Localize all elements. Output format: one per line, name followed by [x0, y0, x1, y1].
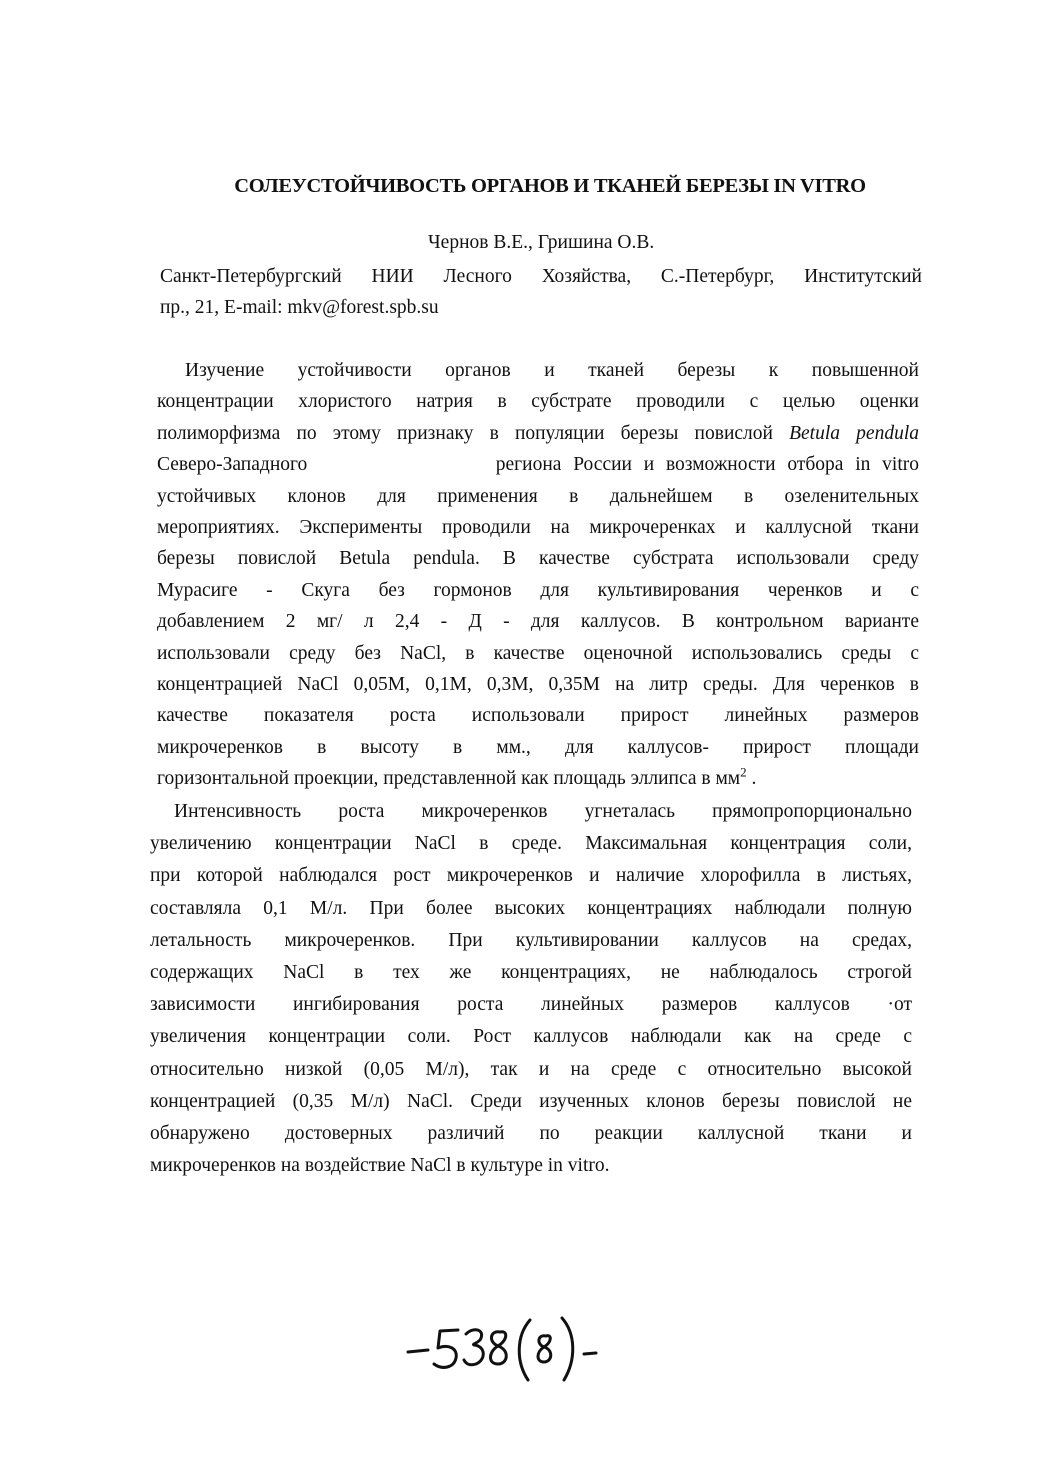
text-line: концентрацией (0,35 М/л) NaCl. Среди изученных клонов березы повислой не: [150, 1090, 912, 1112]
handwritten-page-number-drawing: [400, 1300, 620, 1390]
text-line: микрочеренков в высоту в мм., для каллусов- прирост площади: [157, 736, 919, 758]
text-fragment: .: [746, 768, 757, 790]
text-line: мероприятиях. Эксперименты проводили на микрочеренках и каллусной ткани: [157, 517, 919, 539]
text-line: использовали среду без NaCl, в качестве оценочной использовались среды с: [157, 642, 919, 664]
text-line: Мурасиге - Скуга без гормонов для культивирования черенков и с: [157, 579, 919, 601]
superscript: 2: [740, 764, 747, 780]
text-line: увеличению концентрации NaCl в среде. Максимальная концентрация соли,: [150, 833, 912, 855]
text-line: концентрацией NaCl 0,05M, 0,1M, 0,3M, 0,35M на литр среды. Для черенков в: [157, 674, 919, 696]
affiliation-line: Санкт-Петербургский НИИ Лесного Хозяйства, С.-Петербург, Институтский: [160, 266, 922, 287]
text-line: Интенсивность роста микрочеренков угнеталась прямопропорционально: [174, 801, 912, 822]
text-line: летальность микрочеренков. При культивировании каллусов на средах,: [150, 929, 912, 951]
text-line: содержащих NaCl в тех же концентрациях, не наблюдалось строгой: [150, 962, 912, 984]
text-line: относительно низкой (0,05 М/л), так и на среде с относительно высокой: [150, 1058, 912, 1080]
text-line: Северо-Западного региона России и возможности отбора in vitro: [157, 454, 919, 476]
text-line: при которой наблюдался рост микрочеренков и наличие хлорофилла в листьях,: [150, 865, 912, 887]
paragraph-1: [157, 355, 919, 795]
paragraph-2: [150, 796, 912, 1182]
text-line: зависимости ингибирования роста линейных размеров каллусов ·от: [150, 994, 912, 1016]
paper-title: СОЛЕУСТОЙЧИВОСТЬ ОРГАНОВ И ТКАНЕЙ БЕРЕЗЫ IN VITRO: [234, 175, 866, 197]
handwritten-page-number: [400, 1300, 620, 1390]
text-fragment: горизонтальной проекции, представленной как площадь эллипса в мм: [157, 768, 741, 790]
text-line: качестве показателя роста использовали прирост линейных размеров: [157, 705, 919, 727]
text-line: микрочеренков на воздействие NaCl в культуре in vitro.: [150, 1155, 610, 1177]
text-line: увеличения концентрации соли. Рост каллусов наблюдали как на среде с: [150, 1026, 912, 1048]
text-line: березы повислой Betula pendula. В качестве субстрата использовали среду: [157, 548, 919, 570]
affiliation-line: пр., 21, E-mail: mkv@forest.spb.su: [160, 297, 439, 318]
text-line: обнаружено достоверных различий по реакции каллусной ткани и: [150, 1123, 912, 1145]
text-line: Изучение устойчивости органов и тканей березы к повышенной: [185, 360, 919, 381]
affiliation-block: [160, 261, 922, 323]
species-name: Betula pendula: [789, 422, 919, 444]
text-line: [157, 418, 919, 449]
authors-line: Чернов В.Е., Гришина О.В.: [428, 232, 655, 253]
text-line: концентрации хлористого натрия в субстрате проводили с целью оценки: [157, 391, 919, 413]
text-line: добавлением 2 мг/ л 2,4 - Д - для каллусов. В контрольном варианте: [157, 611, 919, 633]
text-line: составляла 0,1 М/л. При более высоких концентрациях наблюдали полную: [150, 897, 912, 919]
text-line: устойчивых клонов для применения в дальнейшем в озеленительных: [157, 485, 919, 507]
text-fragment: полиморфизма по этому признаку в популяции березы повислой: [157, 422, 790, 444]
text-line: [157, 763, 919, 794]
